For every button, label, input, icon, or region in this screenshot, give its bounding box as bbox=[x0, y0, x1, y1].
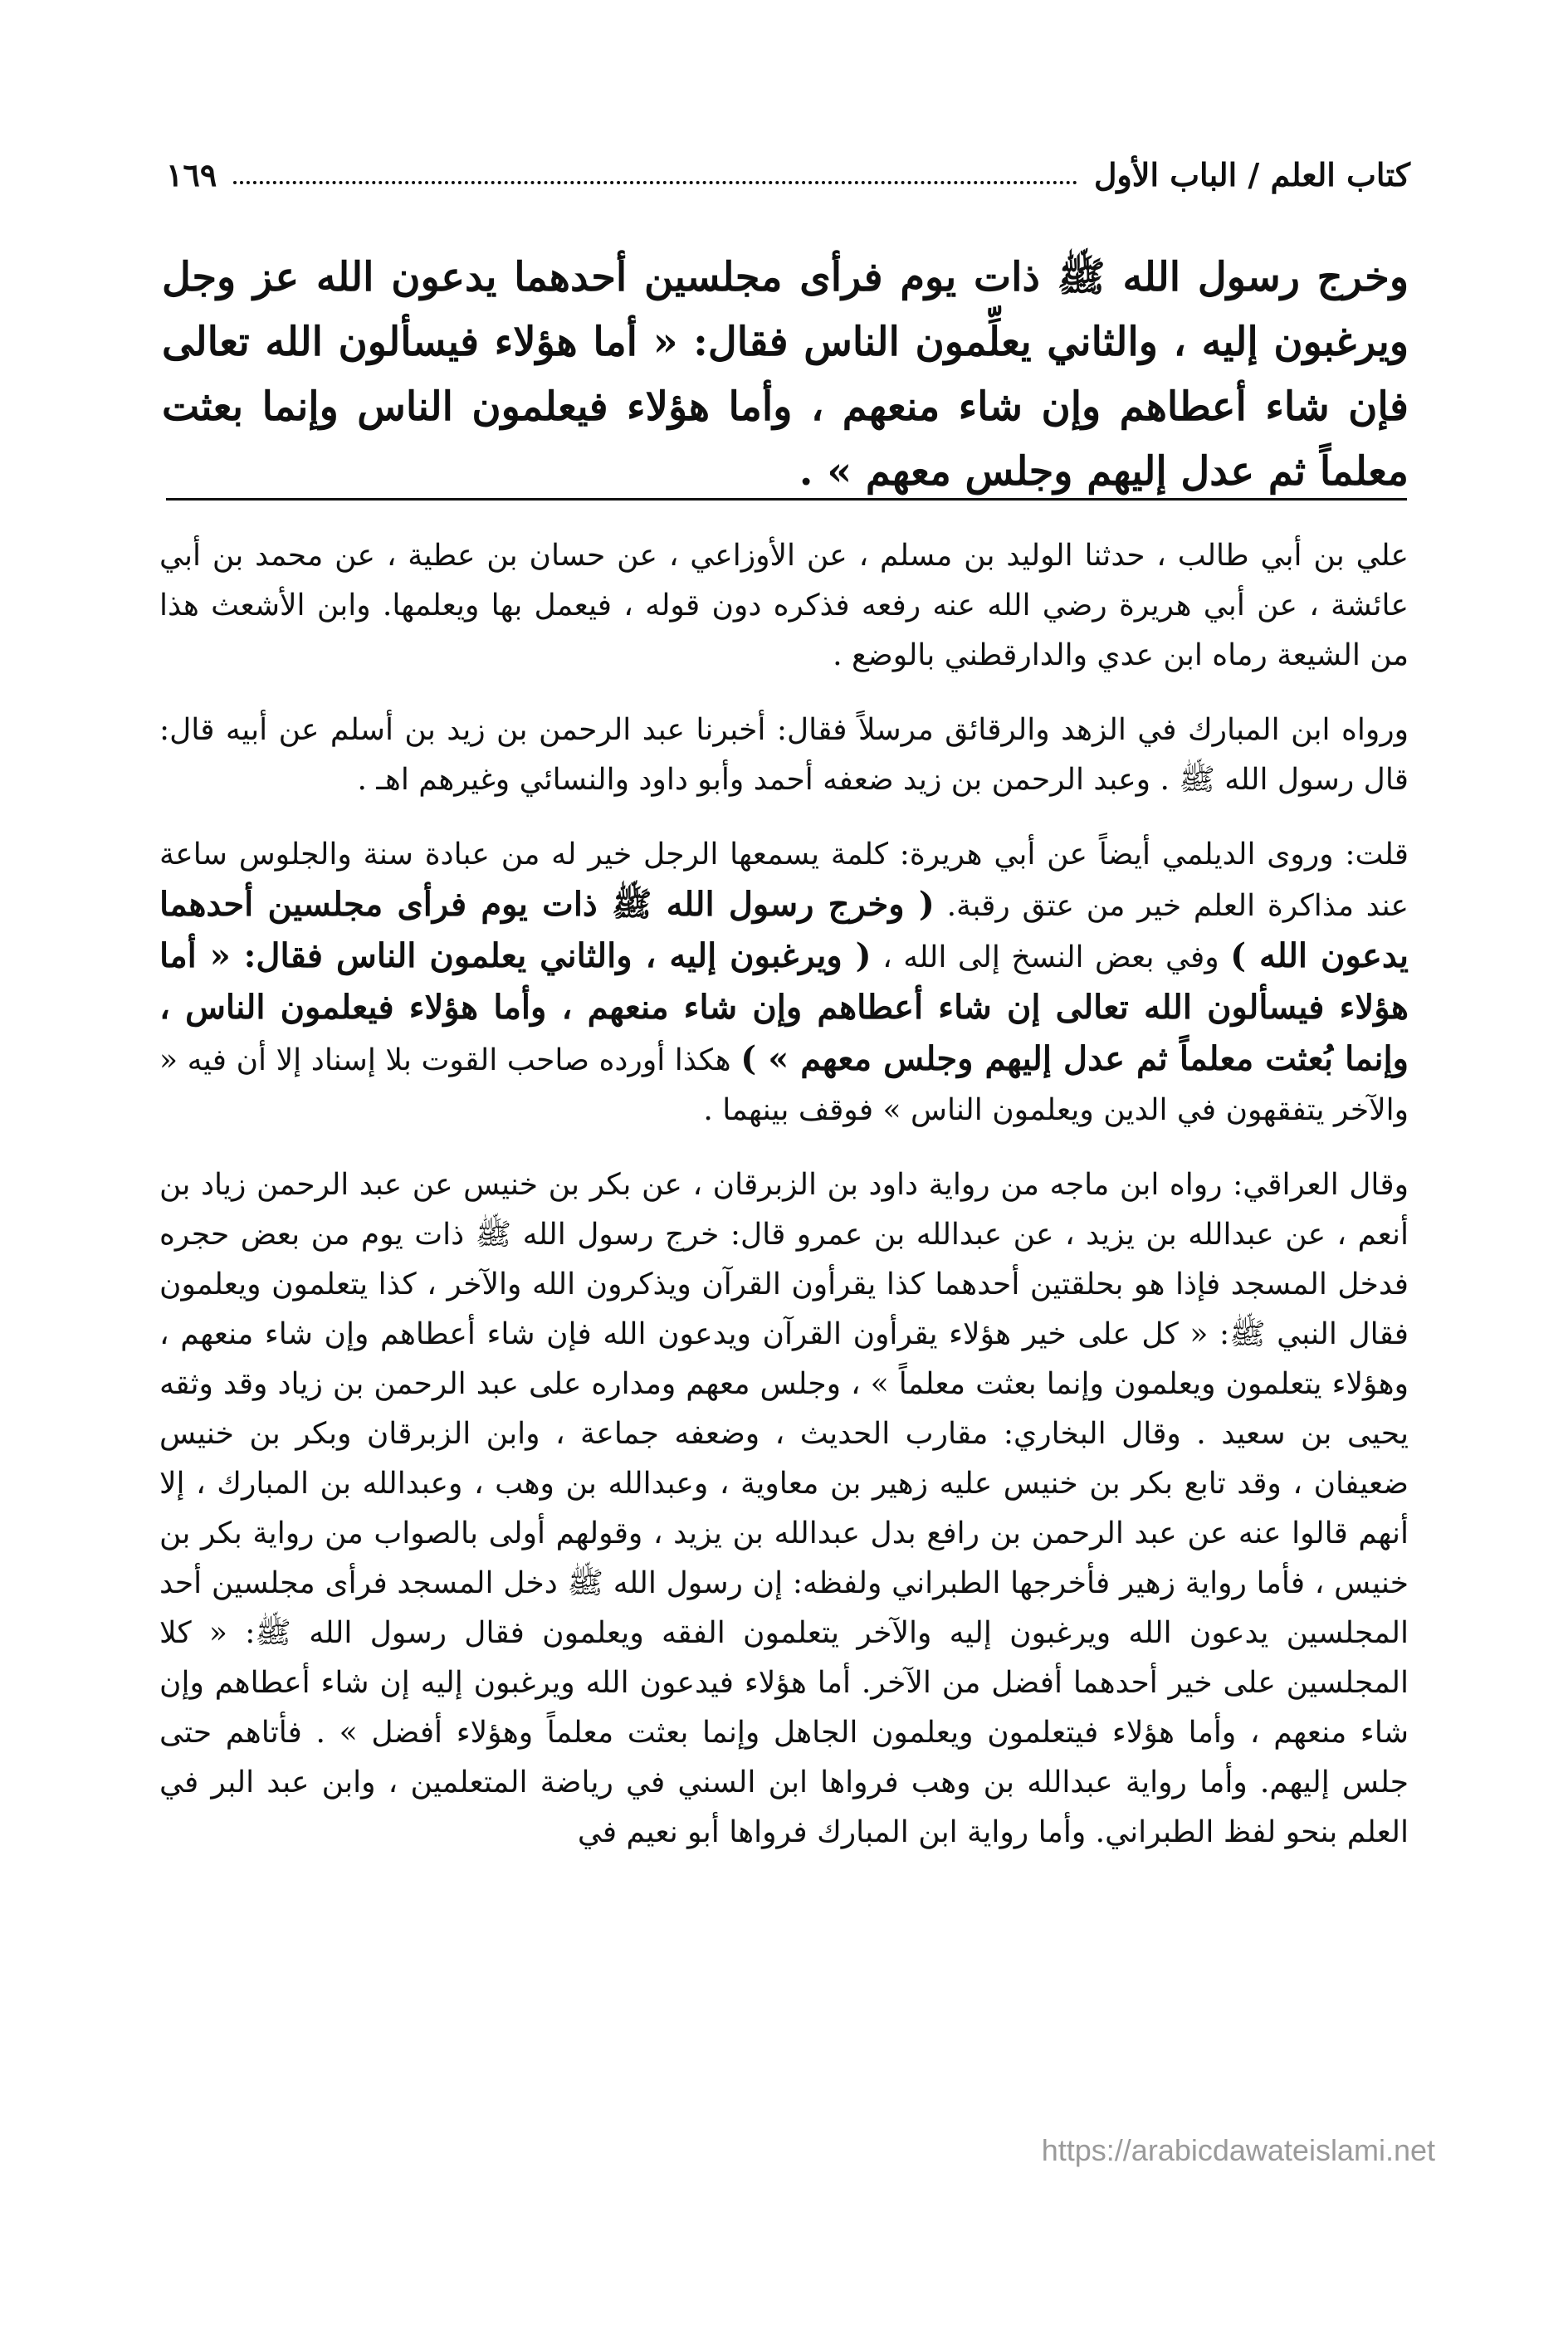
chapter-title: كتاب العلم / الباب الأول bbox=[1093, 155, 1410, 193]
commentary-text: هكذا أورده صاحب القوت بلا إسناد إلا أن فيه « والآخر يتفقهون في الدين ويعلمون الناس » فوقف بينهما . bbox=[159, 1043, 1409, 1127]
commentary-paragraph-2: ورواه ابن المبارك في الزهد والرقائق مرسلاً فقال: أخبرنا عبد الرحمن بن زيد بن أسلم عن أبيه قال: قال رسول الله ﷺ . وعبد الرحمن بن زيد ضعفه أحمد وأبو داود والنسائي وغيرهم اهـ . bbox=[159, 713, 1409, 797]
main-paragraph: وخرج رسول الله ﷺ ذات يوم فرأى مجلسين أحدهما يدعون الله عز وجل ويرغبون إليه ، والثاني يعلِّمون الناس فقال: « أما هؤلاء فيسألون الله تعالى فإن شاء أعطاهم وإن شاء منعهم ، وأما هؤلاء فيعلمون الناس وإنما بعثت معلماً ثم عدل إليهم وجلس معهم » . bbox=[162, 254, 1409, 495]
commentary-paragraph-4: وقال العراقي: رواه ابن ماجه من رواية داود بن الزبرقان ، عن بكر بن خنيس عن عبد الرحمن زياد بن أنعم ، عن عبدالله بن يزيد ، عن عبدالله بن عمرو قال: خرج رسول الله ﷺ ذات يوم من بعض حجره فدخل المسجد فإذا هو بحلقتين أحدهما كذا يقرأون القرآن ويذكرون الله والآخر ، كذا يتعلمون ويعلمون فقال النبي ﷺ: « كل على خير هؤلاء يقرأون القرآن ويدعون الله فإن شاء أعطاهم وإن شاء منعهم ، وهؤلاء يتعلمون ويعلمون وإنما بعثت معلماً » ، وجلس معهم ومداره على عبد الرحمن بن زياد وقد وثقه يحيى بن سعيد . وقال البخاري: مقارب الحديث ، وضعفه جماعة ، وابن الزبرقان وبكر بن خنيس ضعيفان ، وقد تابع بكر بن خنيس عليه زهير بن معاوية ، وعبدالله بن وهب ، وعبدالله بن المبارك ، إلا أنهم قالوا عنه عن عبد الرحمن بن رافع بدل عبدالله بن يزيد ، وقولهم أولى بالصواب من رواية بكر بن خنيس ، فأما رواية زهير فأخرجها الطبراني ولفظه: إن رسول الله ﷺ دخل المسجد فرأى مجلسين أحد المجلسين يدعون الله ويرغبون إليه والآخر يتعلمون الفقه ويعلمون فقال رسول الله ﷺ: « كلا المجلسين على خير أحدهما أفضل من الآخر. أما هؤلاء فيدعون الله ويرغبون إليه إن شاء أعطاهم وإن شاء منعهم ، وأما هؤلاء فيتعلمون ويعلمون الجاهل وإنما بعثت معلماً وهؤلاء أفضل » . فأتاهم حتى جلس إليهم. وأما رواية عبدالله بن وهب فرواها ابن السني في رياضة المتعلمين ، وابن عبد البر في العلم بنحو لفظ الطبراني. وأما رواية ابن المبارك فرواها أبو نعيم في bbox=[159, 1168, 1409, 1849]
commentary-paragraph-3 bbox=[159, 830, 1409, 1135]
leader-dots bbox=[233, 181, 1077, 184]
commentary-text: قلت: وروى الديلمي أيضاً عن أبي هريرة: كلمة يسمعها الرجل خير له من عبادة سنة والجلوس ساعة عند مذاكرة العلم خير من عتق رقبة. bbox=[159, 837, 1409, 923]
commentary-paragraph-1: علي بن أبي طالب ، حدثنا الوليد بن مسلم ، عن الأوزاعي ، عن حسان بن عطية ، عن محمد بن أبي عائشة ، عن أبي هريرة رضي الله عنه رفعه فذكره دون قوله ، فيعمل بها ويعلمها. وابن الأشعث هذا من الشيعة رماه ابن عدي والدارقطني بالوضع . bbox=[159, 539, 1409, 672]
quoted-matn: ( ويرغبون إليه ، والثاني يعلمون الناس فقال: « أما هؤلاء فيسألون الله تعالى إن شاء أعطاهم وإن شاء منعهم ، وأما هؤلاء فيعلمون الناس ، وإنما بُعثت معلماً ثم عدل إليهم وجلس معهم » ) bbox=[159, 936, 1409, 1078]
page-header bbox=[166, 145, 1410, 203]
watermark-url: https://arabicdawateislami.net bbox=[1041, 2133, 1435, 2167]
main-text bbox=[162, 245, 1409, 504]
commentary bbox=[159, 531, 1409, 1883]
commentary-text: وفي بعض النسخ إلى الله ، bbox=[882, 940, 1219, 974]
quoted-matn: ( وخرج رسول الله ﷺ ذات يوم فرأى مجلسين أحدهما يدعون الله ) bbox=[159, 885, 1409, 975]
footnote-divider bbox=[166, 498, 1407, 501]
page-number: ١٦٩ bbox=[166, 155, 217, 193]
